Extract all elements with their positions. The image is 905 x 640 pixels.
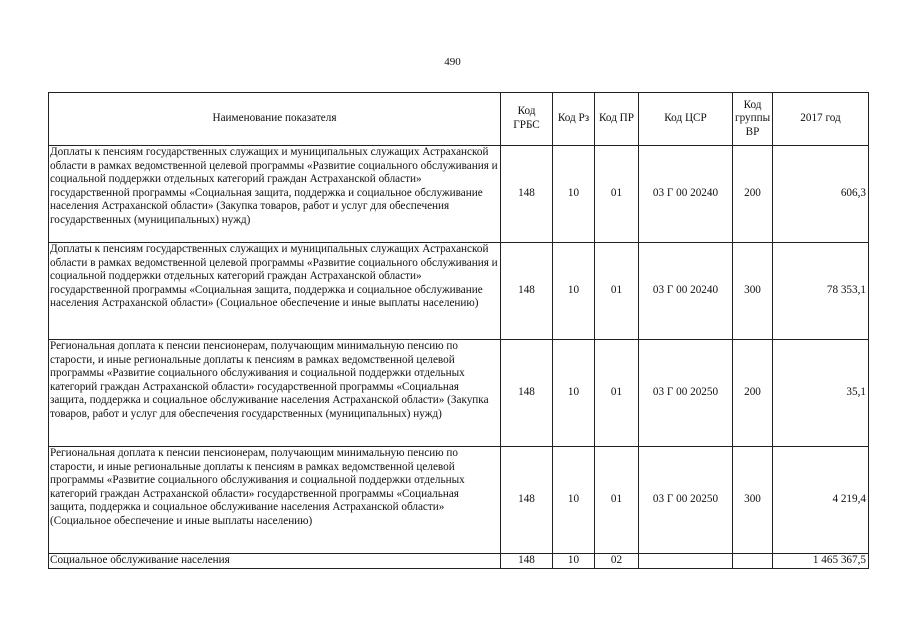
header-rz: Код Рз (553, 93, 595, 146)
row-grbs: 148 (501, 340, 553, 447)
row-amount: 1 465 367,5 (773, 554, 869, 569)
table-row (49, 243, 869, 340)
row-vr (733, 554, 773, 569)
row-amount: 35,1 (773, 340, 869, 447)
row-rz: 10 (553, 243, 595, 340)
row-name: Социальное обслуживание населения (49, 554, 501, 569)
row-grbs: 148 (501, 447, 553, 554)
table-row (49, 447, 869, 554)
row-name: Региональная доплата к пенсии пенсионерам, получающим минимальную пенсию по старости, и иные региональные доплаты к пенсиям в рамках ведомственной целевой программы «Развитие социального обслуживания и социальной поддержки отдельных категорий граждан Астраханской области» государственной программы «Социальная защита, поддержка и социальное обслуживание населения Астраханской области» (Закупка товаров, работ и услуг для обеспечения государственных (муниципальных) нужд) (49, 340, 501, 447)
row-amount: 606,3 (773, 146, 869, 243)
header-pr: Код ПР (595, 93, 639, 146)
row-csr: 03 Г 00 20240 (639, 146, 733, 243)
row-grbs: 148 (501, 554, 553, 569)
header-vr: Код группы ВР (733, 93, 773, 146)
row-amount: 78 353,1 (773, 243, 869, 340)
row-name: Региональная доплата к пенсии пенсионерам, получающим минимальную пенсию по старости, и иные региональные доплаты к пенсиям в рамках ведомственной целевой программы «Развитие социального обслуживания и социальной поддержки отдельных категорий граждан Астраханской области» государственной программы «Социальная защита, поддержка и социальное обслуживание населения Астраханской области» (Социальное обеспечение и иные выплаты населению) (49, 447, 501, 554)
row-csr: 03 Г 00 20250 (639, 447, 733, 554)
table-row (49, 146, 869, 243)
row-vr: 200 (733, 146, 773, 243)
row-name: Доплаты к пенсиям государственных служащих и муниципальных служащих Астраханской области в рамках ведомственной целевой программы «Развитие социального обслуживания и социальной поддержки отдельных категорий граждан Астраханской области» государственной программы «Социальная защита, поддержка и социальное обслуживание населения Астраханской области» (Социальное обеспечение и иные выплаты населению) (49, 243, 501, 340)
table-row (49, 340, 869, 447)
header-csr: Код ЦСР (639, 93, 733, 146)
row-name: Доплаты к пенсиям государственных служащих и муниципальных служащих Астраханской области в рамках ведомственной целевой программы «Развитие социального обслуживания и социальной поддержки отдельных категорий граждан Астраханской области» государственной программы «Социальная защита, поддержка и социальное обслуживание населения Астраханской области» (Закупка товаров, работ и услуг для обеспечения государственных (муниципальных) нужд) (49, 146, 501, 243)
page-number: 490 (444, 56, 461, 68)
header-grbs: Код ГРБС (501, 93, 553, 146)
table-row (49, 554, 869, 569)
row-rz: 10 (553, 447, 595, 554)
row-rz: 10 (553, 340, 595, 447)
row-amount: 4 219,4 (773, 447, 869, 554)
row-rz: 10 (553, 146, 595, 243)
row-pr: 01 (595, 243, 639, 340)
row-pr: 01 (595, 146, 639, 243)
header-year: 2017 год (773, 93, 869, 146)
row-pr: 01 (595, 447, 639, 554)
row-grbs: 148 (501, 146, 553, 243)
row-csr (639, 554, 733, 569)
header-name: Наименование показателя (49, 93, 501, 146)
row-rz: 10 (553, 554, 595, 569)
row-csr: 03 Г 00 20250 (639, 340, 733, 447)
header-row (49, 93, 869, 146)
row-pr: 01 (595, 340, 639, 447)
row-vr: 300 (733, 243, 773, 340)
row-pr: 02 (595, 554, 639, 569)
row-vr: 200 (733, 340, 773, 447)
row-grbs: 148 (501, 243, 553, 340)
row-vr: 300 (733, 447, 773, 554)
row-csr: 03 Г 00 20240 (639, 243, 733, 340)
budget-table (48, 92, 869, 569)
